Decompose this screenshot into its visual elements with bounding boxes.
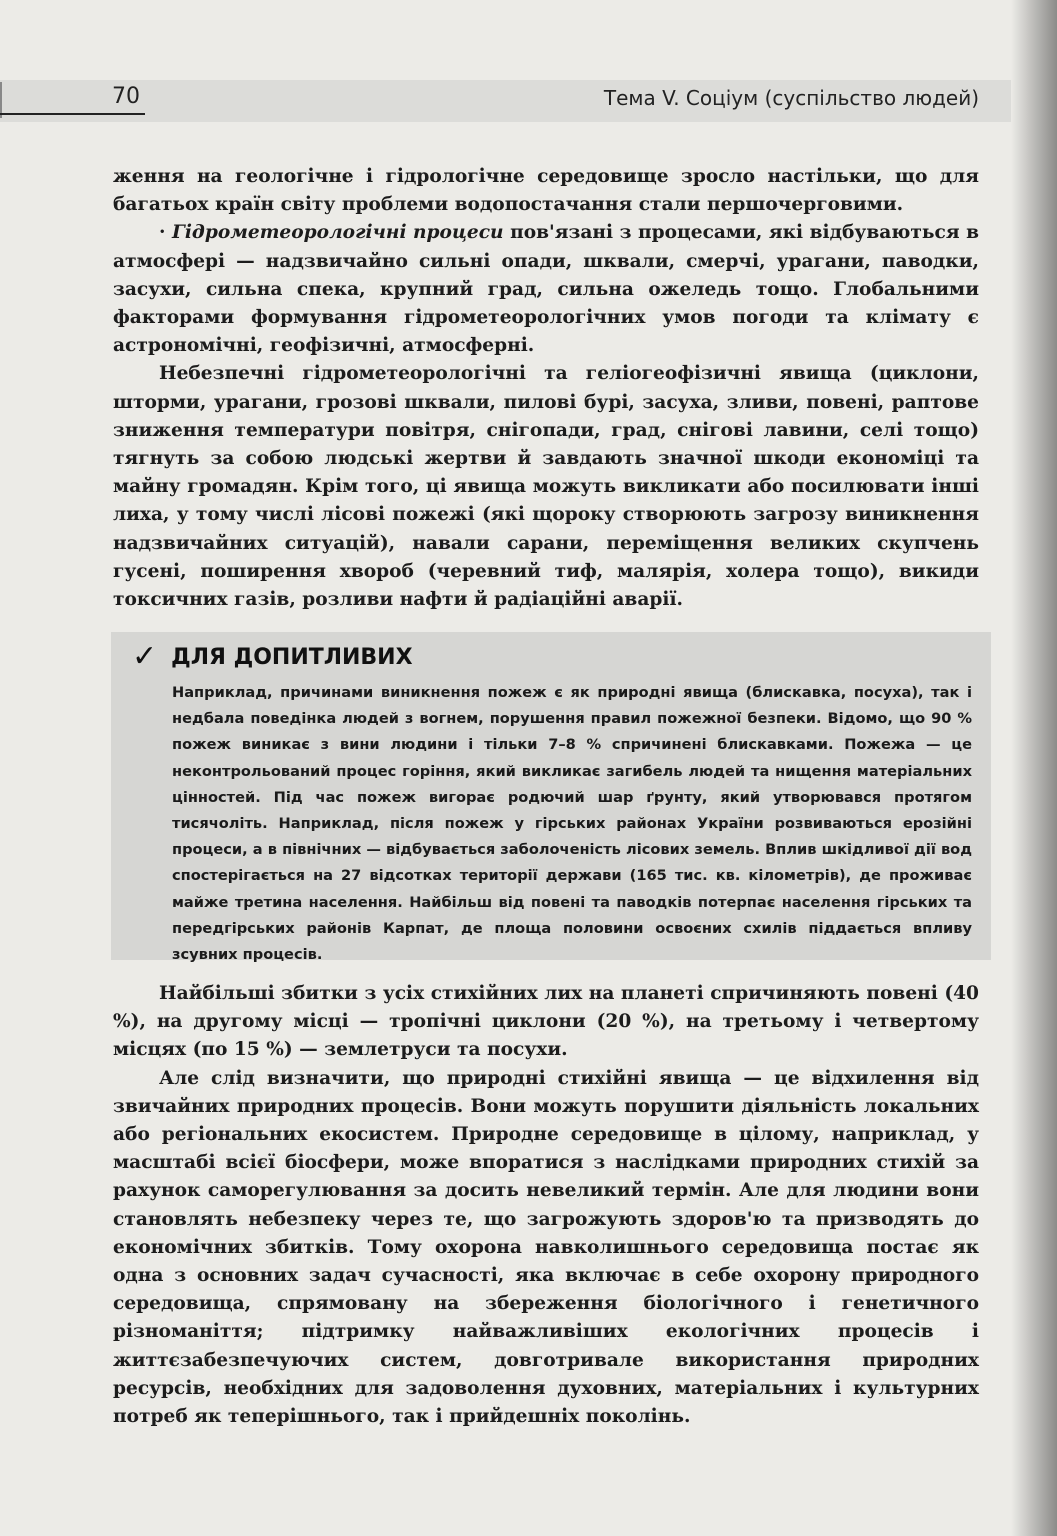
page-edge-shadow [1011, 0, 1057, 1536]
text-section-1 [113, 163, 979, 614]
sidebar-title: ДЛЯ ДОПИТЛИВИХ [171, 644, 413, 670]
paragraph: Небезпечні гідрометеорологічні та геліогеофізичні явища (циклони, шторми, урагани, грозові шквали, пилові бурі, засуха, зливи, повені, раптове зниження температури повітря, снігопади, град, снігові лавини, селі тощо) тягнуть за собою людські жертви й завдають значної шкоди економіці та майну громадян. Крім того, ці явища можуть викликати або посилювати інші лиха, у тому числі лісові пожежі (які щороку створюють загрозу виникнення надзвичайних ситуацій), навали сарани, переміщення великих скупчень гусені, поширення хвороб (черевний тиф, малярія, холера тощо), викиди токсичних газів, розливи нафти й радіаційні аварії. [113, 363, 979, 611]
check-icon: ✓ [132, 639, 158, 674]
header-rule [0, 113, 145, 115]
term-hydromet: Гідрометеорологічні процеси [172, 222, 504, 244]
running-title: Тема V. Соціум (суспільство людей) [603, 86, 979, 110]
paragraph: Найбільші збитки з усіх стихійних лих на планеті спричиняють повені (40 %), на другому місці — тропічні циклони (20 %), на третьому і четвертому місцях (по 15 %) — землетруси та посухи. [113, 983, 979, 1061]
sidebar-text: Наприклад, причинами виникнення пожеж є як природні явища (блискавка, посуха), так і недбала поведінка людей з вогнем, порушення правил пожежної безпеки. Відомо, що 90 % пожеж виникає з вини людини і тільки 7–8 % спричинені блискавками. Пожежа — це неконтрольований процес горіння, який викликає загибель людей та нищення матеріальних цінностей. Під час пожеж вигорає родючий шар ґрунту, який утворювався протягом тисячоліть. Наприклад, після пожеж у гірських районах України розвиваються ерозійні процеси, а в північних — відбувається заболоченість лісових земель. Вплив шкідливої дії вод спостерігається на 27 відсотках території держави (165 тис. кв. кілометрів), де проживає майже третина населення. Найбільш від повені та паводків потерпає населення гірських та передгірських районів Карпат, де площа половини освоєних схилів піддається впливу зсувних процесів. [172, 684, 972, 964]
paragraph: Але слід визначити, що природні стихійні явища — це відхилення від звичайних природних процесів. Вони можуть порушити діяльність локальних або регіональних екосистем. Природне середовище в цілому, наприклад, у масштабі всієї біосфери, може впоратися з наслідками природних стихій за рахунок саморегулювання за досить невеликий термін. Але для людини вони становлять небезпеку через те, що загрожують здоров'ю та призводять до економічних збитків. Тому охорона навколишнього середовища постає як одна з основних задач сучасності, яка включає в себе охорону природного середовища, спрямовану на збереження біологічного і генетичного різноманіття; підтримку найважливіших екологічних процесів і життєзабезпечуючих систем, довготривале використання природних ресурсів, необхідних для задоволення духовних, матеріальних і культурних потреб як теперішнього, так і прийдешніх поколінь. [113, 1067, 979, 1428]
page-number: 70 [112, 84, 140, 109]
paragraph: ження на геологічне і гідрологічне середовище зросло настільки, що для багатьох країн світу проблеми водопостачання стали першочерговими. [113, 166, 979, 216]
text-section-2 [113, 980, 979, 1431]
paragraph-hydromet [113, 219, 979, 360]
sidebar-heading [132, 639, 413, 674]
paragraph-text: пов'язані з процесами, які відбуваються в атмосфері — надзвичайно сильні опади, шквали, смерчі, урагани, паводки, засухи, сильна спека, крупний град, сильна ожеледь тощо. Глобальними факторами формування гідрометеорологічних умов погоди та клімату є астрономічні, геофізичні, атмосферні. [113, 222, 980, 357]
bullet-marker: · [159, 222, 173, 244]
